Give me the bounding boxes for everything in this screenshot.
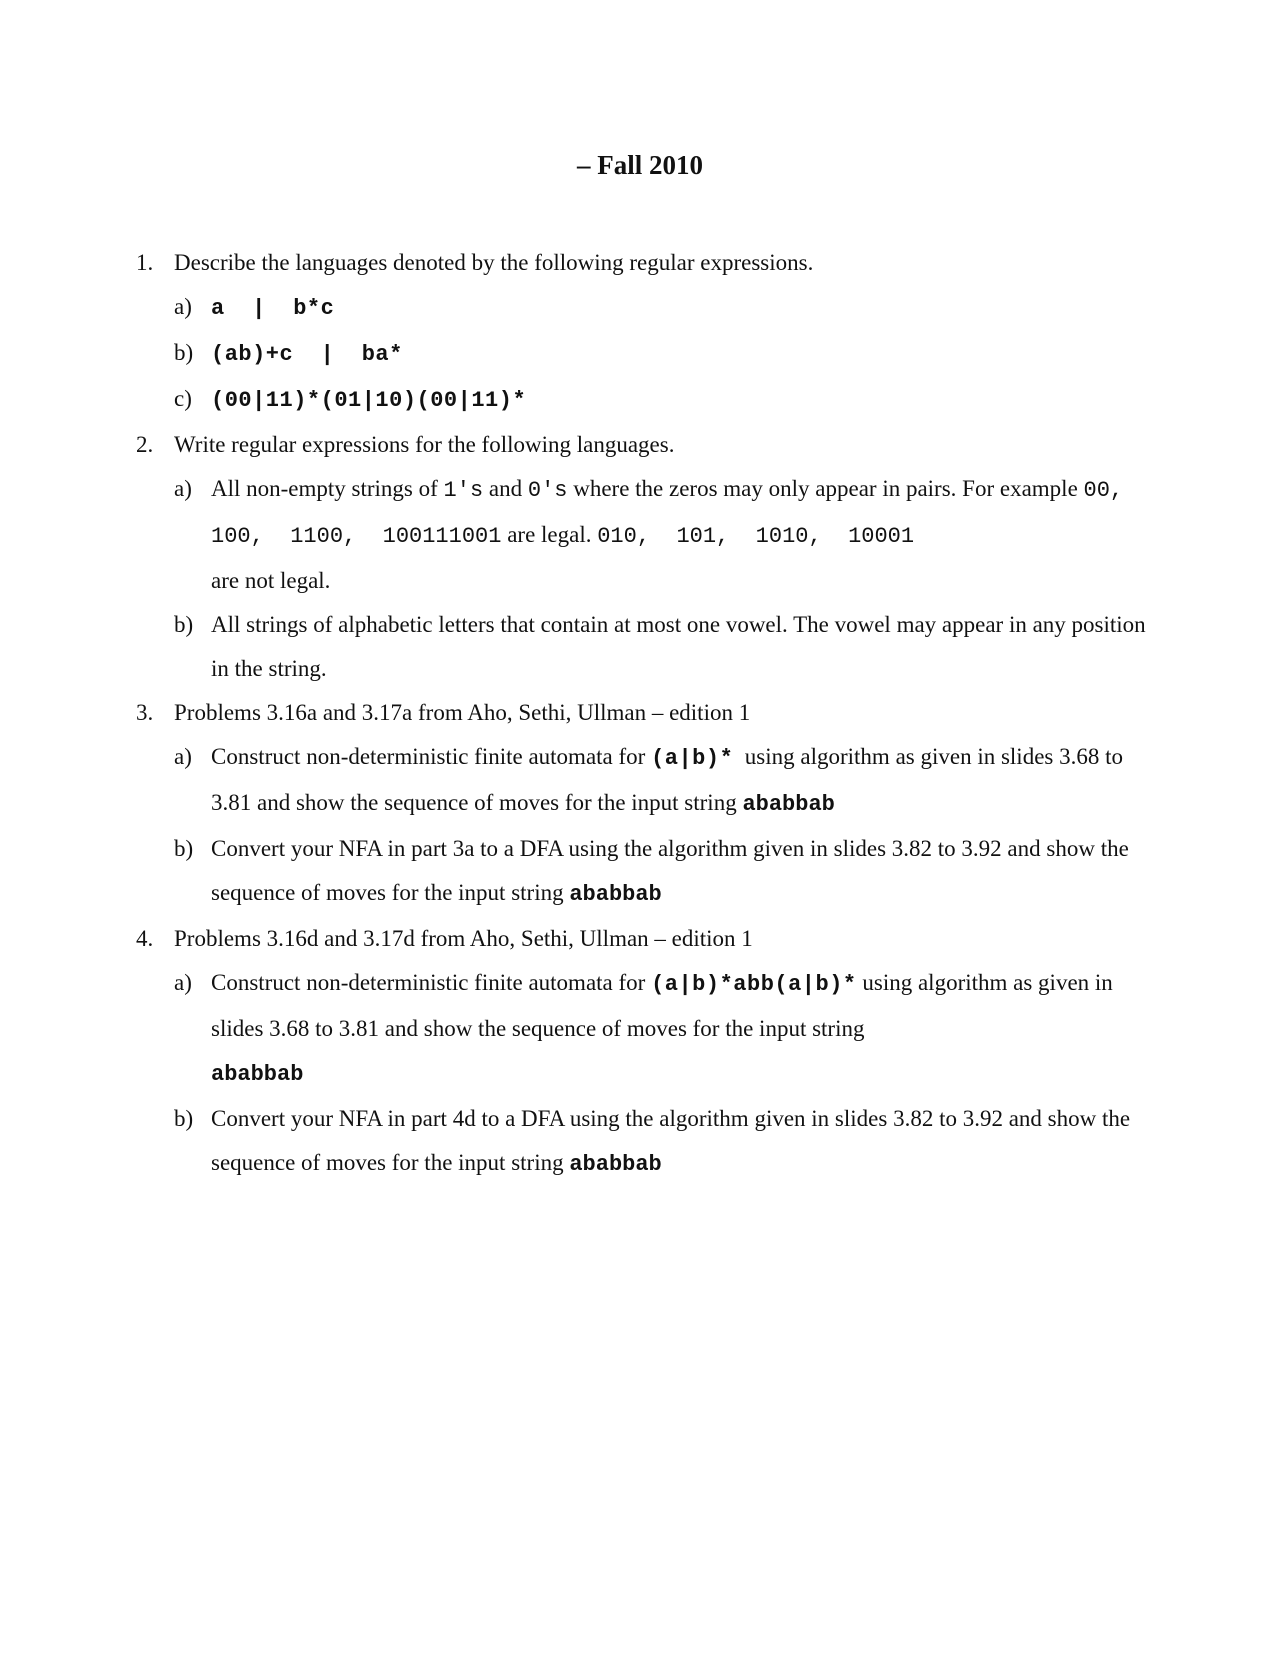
part-label: a) xyxy=(174,970,192,995)
part-text: Construct non-deterministic finite automata for xyxy=(211,970,652,995)
code-ones: 1's xyxy=(443,478,484,503)
part-text: Convert your NFA in part 4d to a DFA using the algorithm given in slides 3.82 to 3.92 and show the sequence of moves for the input string xyxy=(211,1106,1131,1175)
regex-expression: (ab)+c | ba* xyxy=(211,342,403,367)
question-1-part-a xyxy=(174,285,1146,331)
part-text: are legal. xyxy=(501,522,598,547)
question-2-part-b xyxy=(174,603,1146,691)
question-4-part-b xyxy=(174,1097,1146,1187)
question-2-part-a xyxy=(174,467,1150,603)
part-text: All strings of alphabetic letters that contain at most one vowel. The vowel may appear in any position in the string. xyxy=(211,612,1146,681)
part-text: All non-empty strings of xyxy=(211,476,444,501)
input-string: ababbab xyxy=(211,1062,304,1087)
part-text: where the zeros may only appear in pairs. For example xyxy=(567,476,1084,501)
question-number: 4. xyxy=(136,926,154,951)
question-text: Write regular expressions for the following languages. xyxy=(174,432,675,457)
part-text: using algorithm as given in slides 3.68 to 3.81 and show the sequence of moves for the input string xyxy=(211,744,1129,815)
input-string: ababbab xyxy=(569,1152,662,1177)
question-4 xyxy=(136,917,1146,961)
regex-expression: (a|b)*abb(a|b)* xyxy=(651,972,857,997)
part-label: a) xyxy=(174,744,192,769)
question-3 xyxy=(136,691,1146,735)
part-text: using algorithm as given in slides 3.68 to 3.81 and show the sequence of moves for the input string xyxy=(211,970,1113,1041)
part-label: c) xyxy=(174,386,192,411)
question-3-part-a xyxy=(174,735,1146,827)
part-text: Construct non-deterministic finite automata for xyxy=(211,744,652,769)
input-string: ababbab xyxy=(742,792,835,817)
regex-expression: (a|b)* xyxy=(651,746,734,771)
question-number: 1. xyxy=(136,250,154,275)
regex-expression: (00|11)*(01|10)(00|11)* xyxy=(211,388,527,413)
question-text: Describe the languages denoted by the following regular expressions. xyxy=(174,250,814,275)
part-label: b) xyxy=(174,836,194,861)
part-text: are not legal. xyxy=(211,568,331,593)
question-1 xyxy=(136,241,1146,285)
legal-examples: 00, 100, 1100, 100111001 xyxy=(211,478,1150,549)
part-label: b) xyxy=(174,1106,194,1131)
question-list xyxy=(136,241,1150,1187)
question-3-part-b xyxy=(174,827,1146,917)
question-number: 3. xyxy=(136,700,154,725)
page-title: – Fall 2010 xyxy=(577,150,703,180)
part-label: b) xyxy=(174,612,194,637)
illegal-examples: 010, 101, 1010, 10001 xyxy=(597,524,915,549)
part-text: and xyxy=(483,476,528,501)
question-1-part-c xyxy=(174,377,1146,423)
code-zeros: 0's xyxy=(527,478,568,503)
question-2 xyxy=(136,423,1146,467)
part-label: b) xyxy=(174,340,194,365)
input-string: ababbab xyxy=(569,882,662,907)
question-text: Problems 3.16d and 3.17d from Aho, Sethi, Ullman – edition 1 xyxy=(174,926,753,951)
regex-expression: a | b*c xyxy=(211,296,335,321)
question-1-part-b xyxy=(174,331,1146,377)
part-label: a) xyxy=(174,476,192,501)
question-text: Problems 3.16a and 3.17a from Aho, Sethi, Ullman – edition 1 xyxy=(174,700,751,725)
part-label: a) xyxy=(174,294,192,319)
question-4-part-a xyxy=(174,961,1146,1097)
part-text: Convert your NFA in part 3a to a DFA using the algorithm given in slides 3.82 to 3.92 and show the sequence of moves for the input string xyxy=(211,836,1129,905)
question-number: 2. xyxy=(136,432,154,457)
